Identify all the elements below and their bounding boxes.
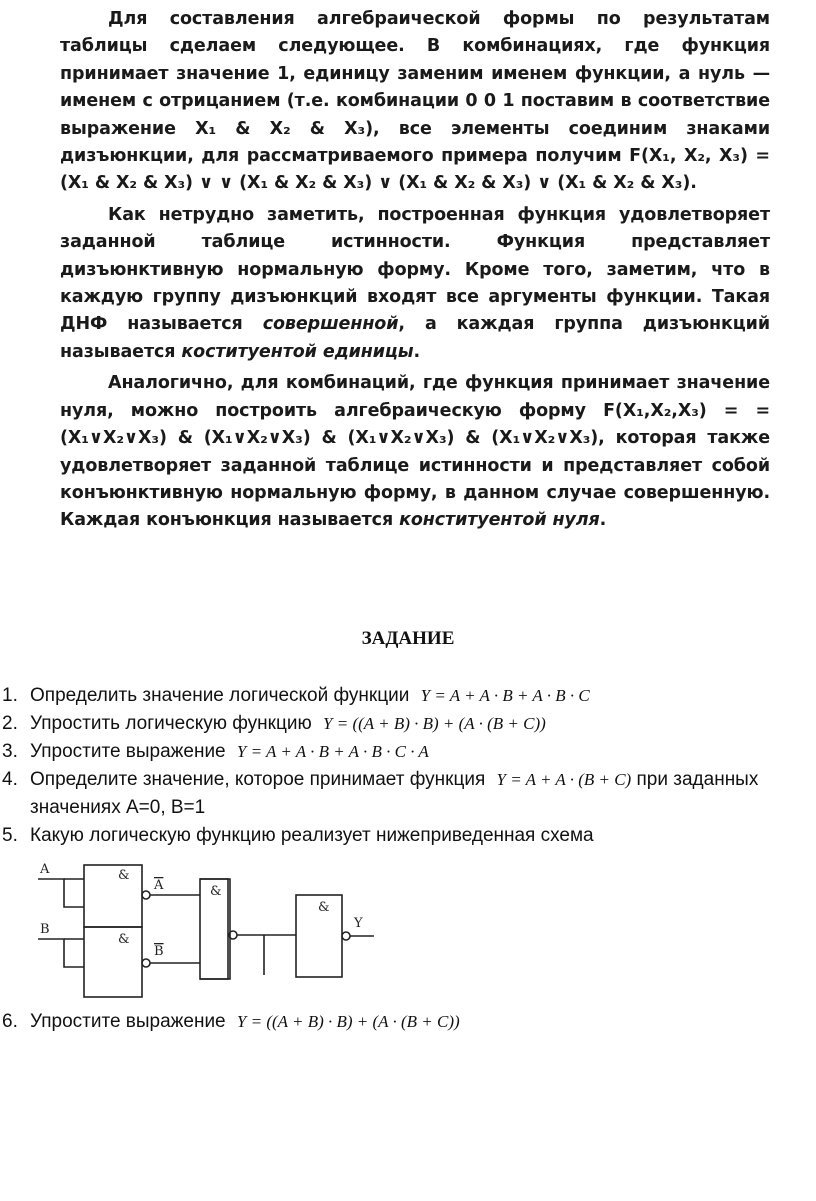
term-sovershennoy: совершенной [262, 314, 399, 335]
gate-symbol: & [318, 900, 330, 915]
output-not-b-label: B [154, 944, 164, 959]
formula: Y = ((A + B) · B) + (A · (B + C)) [236, 1012, 460, 1031]
output-y-label: Y [354, 916, 363, 931]
task-list-tail [0, 1008, 790, 1036]
formula: Y = A + A · (B + C) [496, 770, 632, 789]
task-item: 4. Определите значение, которое принимает функция Y = A + A · (B + C) при заданных значениях А=0, В=1 [2, 769, 759, 818]
task-item: 5. Какую логическую функцию реализует нижеприведенная схема [2, 825, 594, 846]
task-item: 6. Упростите выражение Y = ((A + B) · B) + (A · (B + C)) [2, 1011, 460, 1032]
input-a-label: A [40, 862, 50, 877]
term-constituent-one: коституентой единицы [181, 341, 414, 362]
gate-symbol: & [118, 868, 130, 883]
theory-paragraph-1: Для составления алгебраической формы по результатам таблицы сделаем следующее. В комбинациях, где функция принимает значение 1, единицу заменим именем функции, а нуль — именем с отрицанием (т.е. комбинации 0 0 1 поставим в соответствие выражение X₁ & X₂ & X₃), все элементы соединим знаками дизъюнкции, для рассматриваемого примера получим F(X₁, X₂, X₃) = (X₁ & X₂ & X₃) ∨ ∨ (X₁ & X₂ & X₃) ∨ (X₁ & X₂ & X₃) ∨ (X₁ & X₂ & X₃). [60, 9, 770, 194]
task-list [0, 682, 790, 850]
and-gate-1 [84, 865, 142, 927]
input-b-label: B [40, 922, 50, 937]
formula: Y = A + A · B + A · B · C · A [236, 742, 429, 761]
formula: Y = ((A + B) · B) + (A · (B + C)) [323, 714, 546, 733]
and-gate-2 [84, 927, 142, 997]
term-constituent-zero: конституентой нуля [399, 510, 600, 531]
gate-symbol: & [210, 884, 222, 899]
dnf-formula: F(X₁, X₂, X₃) = (X₁ & X₂ & X₃) ∨ ∨ (X₁ & X₂ & X₃) ∨ (X₁ & X₂ & X₃) ∨ (X₁ & X₂ & X₃). [60, 146, 770, 194]
task-title: ЗАДАНИЕ [361, 628, 455, 649]
output-not-a-label: A [154, 878, 164, 893]
logic-circuit-diagram [36, 857, 376, 1005]
theory-paragraph-3: Аналогично, для комбинаций, где функция принимает значение нуля, можно построить алгебраическую форму F(X₁,X₂,X₃) = = (X₁∨X₂∨X₃) & (X₁∨X₂∨X₃) & (X₁∨X₂∨X₃) & (X₁∨X₂∨X₃), которая также удовлетворяет заданной таблице истинности и представляет собой конъюнктивную нормальную форму, в данном случае совершенную. Каждая конъюнкция называется конституентой нуля. [60, 373, 771, 531]
theory-paragraph-2: Как нетрудно заметить, построенная функция удовлетворяет заданной таблице истинности. Функция представляет дизъюнктивную нормальную форму. Кроме того, заметим, что в каждую группу дизъюнкций входят все аргументы функции. Такая ДНФ называется совершенной, а каждая группа дизъюнкций называется коституентой единицы. [60, 204, 770, 362]
cnf-formula: F(X₁,X₂,X₃) = = (X₁∨X₂∨X₃) & (X₁∨X₂∨X₃) & (X₁∨X₂∨X₃) & (X₁∨X₂∨X₃), [60, 400, 771, 449]
expr-x1-x2-x3: X₁ & X₂ & X₃ [195, 118, 366, 139]
theory-section [60, 0, 770, 535]
task-item: 1. Определить значение логической функции Y = A + A · B + A · B · C [2, 685, 590, 706]
task-item: 2. Упростить логическую функцию Y = ((A + B) · B) + (A · (B + C)) [2, 713, 546, 734]
task-item: 3. Упростите выражение Y = A + A · B + A · B · C · A [2, 741, 429, 762]
formula: Y = A + A · B + A · B · C [420, 686, 590, 705]
gate-symbol: & [118, 932, 130, 947]
